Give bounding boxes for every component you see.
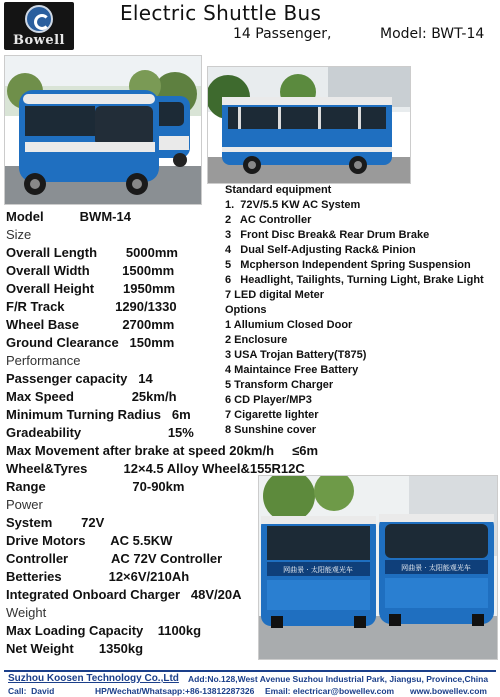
- option-item: 5 Transform Charger: [225, 379, 334, 391]
- spec-drive-motors: Drive Motors AC 5.5KW: [6, 533, 173, 548]
- standard-item: 7 LED digital Meter: [225, 289, 325, 301]
- photo-bus-front: [4, 55, 202, 205]
- page-title: Electric Shuttle Bus: [120, 1, 322, 25]
- footer-call: Call: David: [8, 686, 55, 696]
- footer-address: Add:No.128,West Avenue Suzhou Industrial Park, Jiangsu, Province,China: [188, 674, 489, 684]
- bus-sign-left: 网曲景 · 太阳能观光车: [283, 566, 353, 574]
- photo-bus-rear: [258, 475, 498, 660]
- option-item: 7 Cigarette lighter: [225, 409, 319, 421]
- standard-item: 6 Headlight, Tailights, Turning Light, Brake Light: [225, 274, 484, 286]
- footer-phone: HP/Wechat/Whatsapp:+86-13812287326: [95, 686, 255, 696]
- spec-brake-distance: Max Movement after brake at speed 20km/h ≤6m: [6, 443, 319, 458]
- spec-model: Model BWM-14: [6, 209, 131, 224]
- section-weight-heading: Weight: [6, 605, 47, 620]
- option-item: 3 USA Trojan Battery(T875): [225, 349, 367, 361]
- spec-wheel-base: Wheel Base 2700mm: [6, 317, 175, 332]
- footer-company: Suzhou Koosen Technology Co.,Ltd: [8, 673, 179, 684]
- spec-range: Range 70-90km: [6, 479, 185, 494]
- logo-text: Bowell: [13, 33, 65, 48]
- passenger-subtitle: 14 Passenger,: [233, 26, 332, 42]
- section-performance-heading: Performance: [6, 353, 81, 368]
- spec-system: System 72V: [6, 515, 105, 530]
- footer-divider: [4, 670, 496, 672]
- spec-batteries: Betteries 12×6V/210Ah: [6, 569, 190, 584]
- options-heading: Options: [225, 304, 267, 316]
- spec-max-loading: Max Loading Capacity 1100kg: [6, 623, 202, 638]
- standard-item: 1. 72V/5.5 KW AC System: [225, 199, 361, 211]
- spec-net-weight: Net Weight 1350kg: [6, 641, 144, 656]
- brand-logo: [4, 2, 74, 50]
- standard-equipment-heading: Standard equipment: [225, 184, 332, 196]
- spec-turning-radius: Minimum Turning Radius 6m: [6, 407, 191, 422]
- spec-overall-height: Overall Height 1950mm: [6, 281, 176, 296]
- spec-overall-width: Overall Width 1500mm: [6, 263, 175, 278]
- standard-item: 2 AC Controller: [225, 214, 312, 226]
- model-subtitle: Model: BWT-14: [380, 26, 485, 42]
- spec-gradeability: Gradeability 15%: [6, 425, 194, 440]
- footer-email[interactable]: Email: electricar@bowellev.com: [265, 686, 395, 696]
- standard-item: 4 Dual Self-Adjusting Rack& Pinion: [225, 244, 416, 256]
- spec-track: F/R Track 1290/1330: [6, 299, 177, 314]
- spec-ground-clearance: Ground Clearance 150mm: [6, 335, 175, 350]
- footer-website-link[interactable]: www.bowellev.com: [410, 686, 487, 696]
- photo-bus-side: [207, 66, 411, 184]
- spec-passenger-capacity: Passenger capacity 14: [6, 371, 153, 386]
- logo-emblem-icon: [25, 5, 53, 33]
- bus-sign-right: 网曲景 · 太阳能观光车: [401, 564, 471, 572]
- section-power-heading: Power: [6, 497, 43, 512]
- option-item: 2 Enclosure: [225, 334, 288, 346]
- spec-overall-length: Overall Length 5000mm: [6, 245, 178, 260]
- spec-controller: Controller AC 72V Controller: [6, 551, 223, 566]
- standard-item: 3 Front Disc Break& Rear Drum Brake: [225, 229, 430, 241]
- standard-item: 5 Mcpherson Independent Spring Suspension: [225, 259, 471, 271]
- option-item: 1 Allumium Closed Door: [225, 319, 353, 331]
- section-size-heading: Size: [6, 227, 32, 242]
- option-item: 8 Sunshine cover: [225, 424, 317, 436]
- option-item: 4 Maintaince Free Battery: [225, 364, 359, 376]
- option-item: 6 CD Player/MP3: [225, 394, 312, 406]
- spec-wheel-tyres: Wheel&Tyres 12×4.5 Alloy Wheel&155R12C: [6, 461, 305, 476]
- spec-max-speed: Max Speed 25km/h: [6, 389, 177, 404]
- spec-charger: Integrated Onboard Charger 48V/20A: [6, 587, 242, 602]
